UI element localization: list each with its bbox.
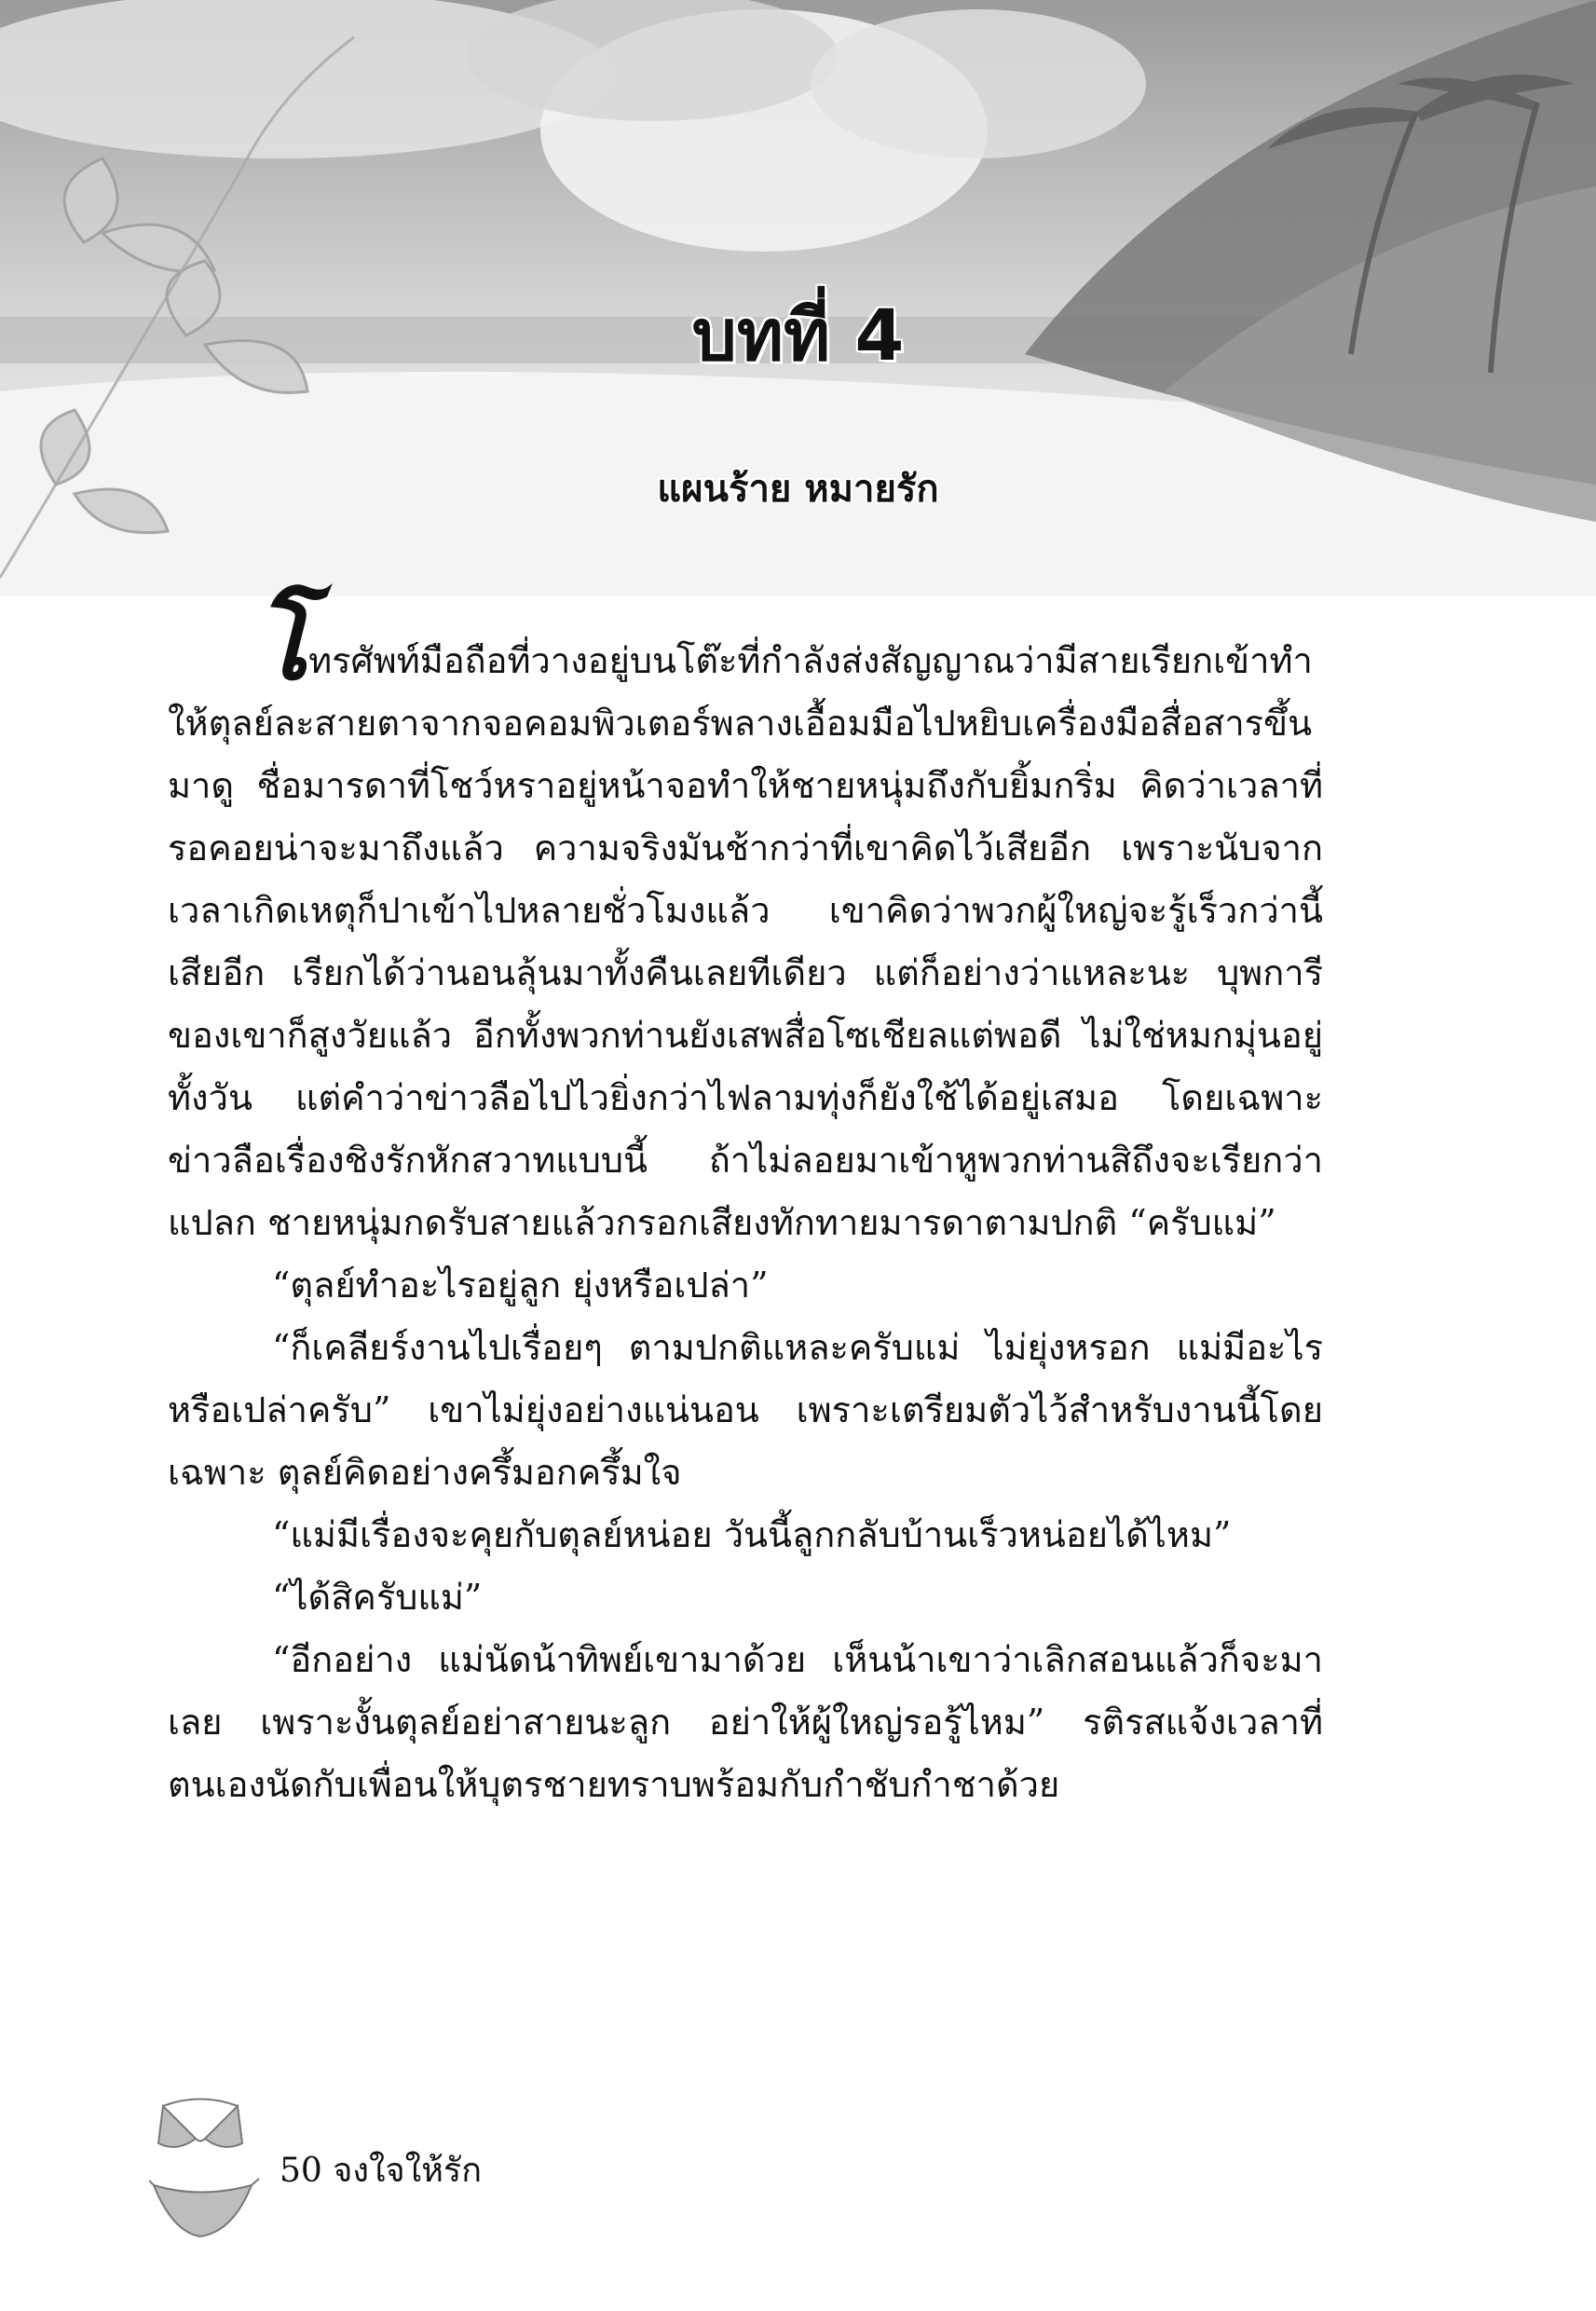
paragraph-6: “อีกอย่าง แม่นัดน้าทิพย์เขามาด้วย เห็นน้าเขาว่าเลิกสอนแล้วก็จะมาเลย เพราะงั้นตุลย์อย่าสายนะลูก อย่าให้ผู้ใหญ่รอรู้ไหม” รติรสแจ้งเวลาที่ตนเองนัดกับเพื่อนให้บุตรชายทราบพร้อมกับกำชับกำชาด้วย	[168, 1639, 1323, 1805]
page-folio	[280, 2143, 482, 2196]
paragraph-3: “ก็เคลียร์งานไปเรื่อยๆ ตามปกติแหละครับแม่ ไม่ยุ่งหรอก แม่มีอะไรหรือเปล่าครับ” เขาไม่ยุ่งอย่างแน่นอน เพราะเตรียมตัวไว้สำหรับงานนี้โดยเฉพาะ ตุลย์คิดอย่างครึ้มอกครึ้มใจ	[168, 1327, 1323, 1493]
chapter-title: บทที่ 4	[691, 294, 905, 376]
paragraph-5: “ได้สิครับแม่”	[272, 1577, 483, 1618]
body-text	[168, 583, 1323, 1816]
bikini-icon	[149, 2097, 261, 2246]
paragraph-4: “แม่มีเรื่องจะคุยกับตุลย์หน่อย วันนี้ลูกกลับบ้านเร็วหน่อยได้ไหม”	[272, 1514, 1232, 1555]
book-title: จงใจให้รัก	[333, 2152, 483, 2190]
page-footer	[149, 2097, 615, 2246]
paragraph-1-text: ทรศัพท์มือถือที่วางอยู่บนโต๊ะที่กำลังส่งสัญญาณว่ามีสายเรียกเข้าทำให้ตุลย์ละสายตาจากจอคอมพิวเตอร์พลางเอื้อมมือไปหยิบเครื่องมือสื่อสารขึ้นมาดู ชื่อมารดาที่โชว์หราอยู่หน้าจอทำให้ชายหนุ่มถึงกับยิ้มกริ่ม คิดว่าเวลาที่รอคอยน่าจะมาถึงแล้ว ความจริงมันช้ากว่าที่เขาคิดไว้เสียอีก เพราะนับจากเวลาเกิดเหตุก็ปาเข้าไปหลายชั่วโมงแล้ว เขาคิดว่าพวกผู้ใหญ่จะรู้เร็วกว่านี้เสียอีก เรียกได้ว่านอนลุ้นมาทั้งคืนเลยทีเดียว แต่ก็อย่างว่าแหละนะ บุพการีของเขาก็สูงวัยแล้ว อีกทั้งพวกท่านยังเสพสื่อโซเชียลแต่พอดี ไม่ใช่หมกมุ่นอยู่ทั้งวัน แต่คำว่าข่าวลือไปไวยิ่งกว่าไฟลามทุ่งก็ยังใช้ได้อยู่เสมอ โดยเฉพาะข่าวลือเรื่องชิงรักหักสวาทแบบนี้ ถ้าไม่ลอยมาเข้าหูพวกท่านสิถึงจะเรียกว่าแปลก ชายหนุ่มกดรับสายแล้วกรอกเสียงทักทายมารดาตามปกติ “ครับแม่”	[168, 640, 1323, 1243]
page-number: 50	[280, 2152, 322, 2190]
chapter-subtitle: แผนร้าย หมายรัก	[657, 468, 939, 511]
paragraph-1	[168, 583, 1323, 1254]
drop-cap: โ	[253, 583, 309, 703]
paragraph-2: “ตุลย์ทำอะไรอยู่ลูก ยุ่งหรือเปล่า”	[272, 1265, 769, 1306]
